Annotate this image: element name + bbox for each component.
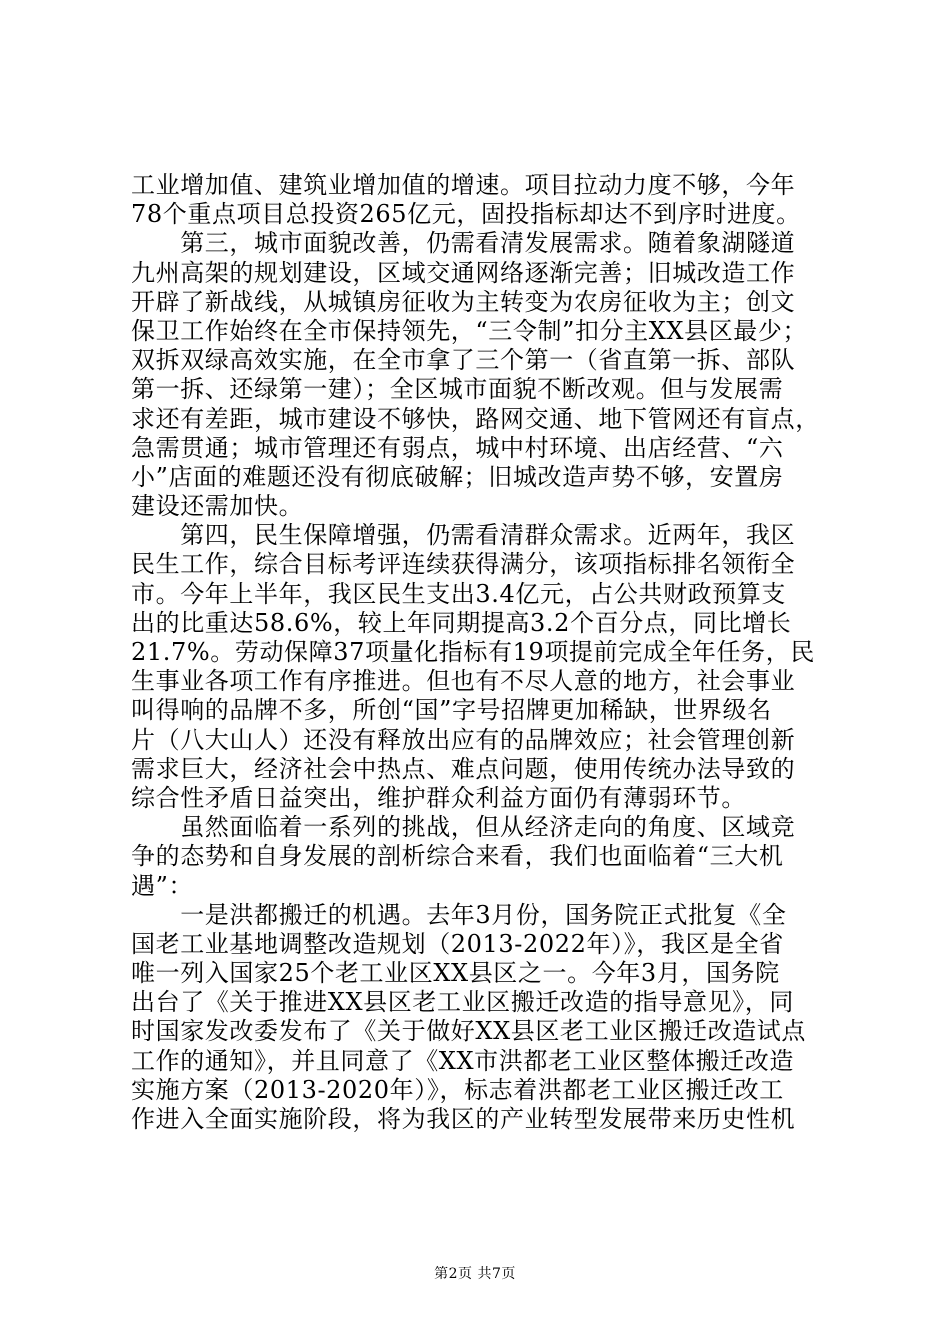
- text-line: 片（八大山人）还没有释放出应有的品牌效应；社会管理创新: [131, 725, 796, 754]
- text-line: 工业增加值、建筑业增加值的增速。项目拉动力度不够，今年: [131, 171, 796, 199]
- text-line: 出台了《关于推进XX县区老工业区搬迁改造的指导意见》，同: [131, 988, 794, 1017]
- text-line: 作进入全面实施阶段，将为我区的产业转型发展带来历史性机: [131, 1105, 796, 1133]
- text-line: 争的态势和自身发展的剖析综合来看，我们也面临着“三大机: [131, 842, 784, 871]
- text-line: 国老工业基地调整改造规划（2013-2022年）》，我区是全省: [131, 929, 784, 958]
- text-line: 一是洪都搬迁的机遇。去年3月份，国务院正式批复《全: [131, 900, 787, 929]
- text-line: 保卫工作始终在全市保持领先，“三令制”扣分主XX县区最少；: [131, 316, 808, 345]
- text-line: 综合性矛盾日益突出，维护群众利益方面仍有薄弱环节。: [131, 783, 746, 812]
- text-line: 出的比重达58.6%，较上年同期提高3.2个百分点，同比增长: [131, 608, 792, 637]
- text-line: 第一拆、还绿第一建）；全区城市面貌不断改观。但与发展需: [131, 375, 784, 404]
- text-line: 急需贯通；城市管理还有弱点，城中村环境、出店经营、“六: [131, 433, 784, 462]
- text-line: 叫得响的品牌不多，所创“国”字号招牌更加稀缺，世界级名: [131, 696, 772, 725]
- text-line: 实施方案（2013-2020年）》，标志着洪都老工业区搬迁改工: [131, 1075, 784, 1104]
- text-line: 78个重点项目总投资265亿元，固投指标却达不到序时进度。: [131, 200, 801, 229]
- text-line: 生事业各项工作有序推进。但也有不尽人意的地方，社会事业: [131, 667, 796, 696]
- text-line: 开辟了新战线，从城镇房征收为主转变为农房征收为主；创文: [131, 287, 796, 316]
- text-line: 第四，民生保障增强，仍需看清群众需求。近两年，我区: [131, 521, 796, 550]
- text-line: 建设还需加快。: [131, 492, 304, 521]
- text-line: 21.7%。劳动保障37项量化指标有19项提前完成全年任务，民: [131, 638, 815, 666]
- text-line: 时国家发改委发布了《关于做好XX县区老工业区搬迁改造试点: [131, 1017, 806, 1046]
- text-line: 市。今年上半年，我区民生支出3.4亿元，占公共财政预算支: [131, 579, 786, 608]
- text-line: 双拆双绿高效实施，在全市拿了三个第一（省直第一拆、部队: [131, 346, 796, 375]
- page-number-footer: 第2页 共7页: [434, 1266, 516, 1282]
- text-line: 工作的通知》，并且同意了《XX市洪都老工业区整体搬迁改造: [131, 1046, 794, 1075]
- body-text: [131, 171, 831, 1134]
- text-line: 九州高架的规划建设，区域交通网络逐渐完善；旧城改造工作: [131, 258, 796, 287]
- text-line: 第三，城市面貌改善，仍需看清发展需求。随着象湖隧道: [131, 229, 796, 258]
- text-line: 小”店面的难题还没有彻底破解；旧城改造声势不够，安置房: [131, 462, 784, 491]
- text-line: 需求巨大，经济社会中热点、难点问题，使用传统办法导致的: [131, 754, 796, 783]
- text-line: 虽然面临着一系列的挑战，但从经济走向的角度、区域竞: [131, 813, 796, 842]
- text-line: 民生工作，综合目标考评连续获得满分，该项指标排名领衔全: [131, 550, 796, 579]
- text-line: 唯一列入国家25个老工业区XX县区之一。今年3月，国务院: [131, 959, 780, 988]
- text-line: 求还有差距，城市建设不够快，路网交通、地下管网还有盲点，: [131, 404, 820, 433]
- text-line: 遇”：: [131, 871, 194, 900]
